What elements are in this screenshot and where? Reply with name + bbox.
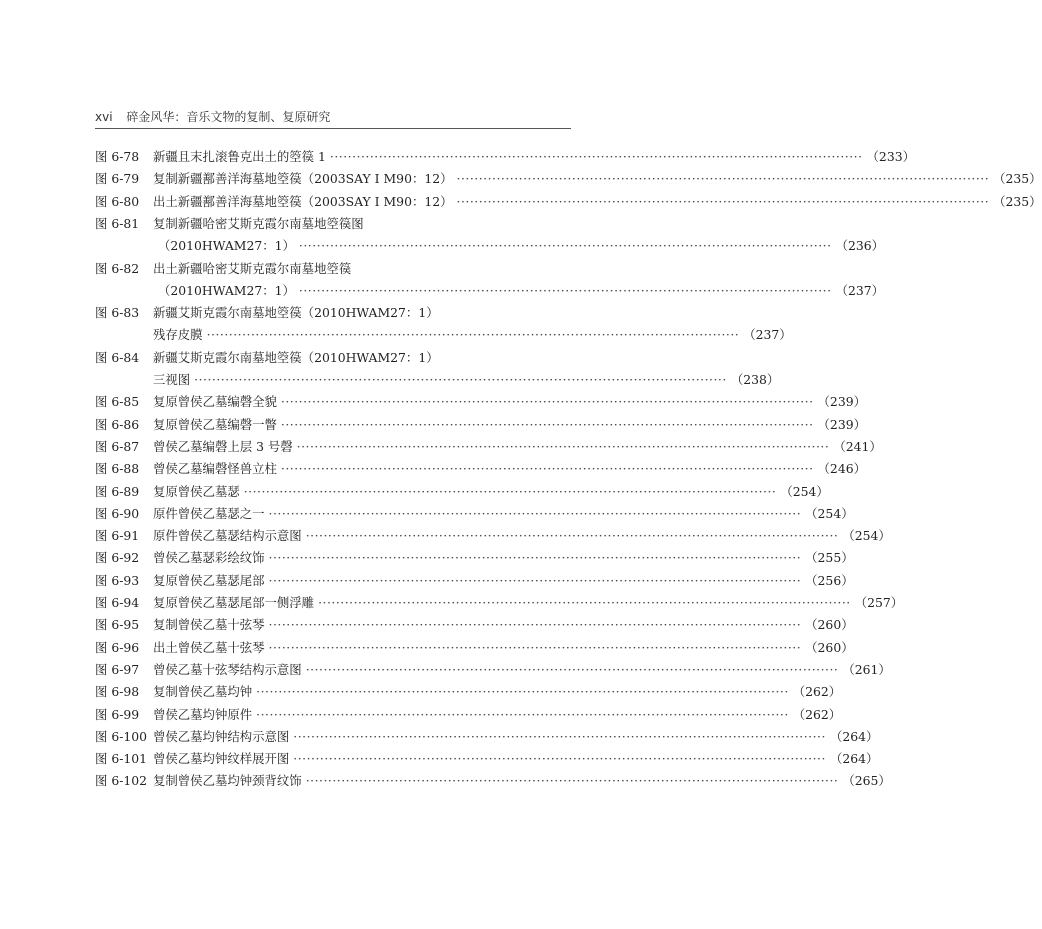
- toc-entry: [95, 682, 842, 702]
- figure-title: 复原曾侯乙墓瑟: [153, 483, 240, 499]
- toc-entry-continuation: [95, 281, 884, 301]
- leader-dots: ························································································································: [268, 617, 802, 633]
- page-ref: （256）: [805, 572, 854, 588]
- toc-entry: [95, 147, 915, 167]
- figure-number: 图 6-84: [95, 349, 140, 365]
- figure-number: 图 6-94: [95, 595, 140, 610]
- leader-dots: ························································································································: [280, 394, 814, 410]
- page-ref: （257）: [854, 595, 904, 610]
- leader-dots: ························································································································: [296, 438, 830, 454]
- figure-title: 曾侯乙墓均钟原件: [153, 706, 253, 722]
- toc-entry: [95, 638, 854, 658]
- toc-entry: [95, 392, 866, 412]
- leader-dots: ························································································································: [256, 684, 789, 700]
- page-ref: （239）: [817, 416, 866, 432]
- page-ref: （246）: [817, 461, 866, 477]
- figure-title: 复制曾侯乙墓十弦琴: [153, 617, 265, 633]
- page-ref: （254）: [805, 505, 854, 521]
- page-ref: （264）: [829, 728, 879, 744]
- page-ref: （237）: [743, 327, 792, 343]
- toc-entry: [95, 749, 879, 769]
- figure-number: 图 6-88: [95, 461, 140, 477]
- toc-entry-continuation: [95, 325, 792, 345]
- figure-title: 复原曾侯乙墓编磬一瞥: [153, 416, 277, 432]
- page-ref: （235）: [993, 193, 1042, 209]
- toc-entry: [95, 459, 866, 479]
- figure-number: 图 6-90: [95, 505, 140, 521]
- leader-dots: ························································································································: [256, 706, 789, 722]
- leader-dots: ························································································································: [280, 461, 814, 477]
- page-ref: （254）: [842, 528, 891, 544]
- leader-dots: ························································································································: [456, 171, 990, 187]
- toc-entry: [95, 705, 842, 725]
- figure-title: 曾侯乙墓编磬上层 3 号磬: [153, 438, 293, 454]
- figure-title: 复制曾侯乙墓均钟: [153, 684, 253, 700]
- figure-title: 曾侯乙墓十弦琴结构示意图: [153, 661, 302, 677]
- page-ref: （264）: [829, 751, 879, 767]
- toc-entry: [95, 437, 882, 457]
- leader-dots: ························································································································: [318, 595, 851, 610]
- figure-title: 复原曾侯乙墓瑟尾部一侧浮雕: [153, 595, 315, 610]
- toc-entry: [95, 169, 1042, 189]
- leader-dots: ························································································································: [298, 282, 832, 298]
- page-ref: （262）: [792, 706, 842, 722]
- figure-number: 图 6-80: [95, 193, 140, 209]
- figure-title: 复制新疆鄯善洋海墓地箜篌（2003SAY Ⅰ M90：12）: [153, 171, 453, 187]
- leader-dots: ························································································································: [194, 372, 727, 387]
- leader-dots: ························································································································: [305, 773, 839, 789]
- toc-entry-continuation: [95, 370, 780, 390]
- figure-number: 图 6-85: [95, 394, 140, 410]
- header-divider: [95, 128, 571, 129]
- leader-dots: ························································································································: [206, 327, 740, 343]
- page-ref: （233）: [866, 149, 915, 164]
- figure-number: 图 6-78: [95, 149, 140, 164]
- figure-number: 图 6-95: [95, 617, 140, 633]
- figure-title-continued: （2010HWAM27：1）: [158, 282, 295, 298]
- toc-entry: [95, 615, 854, 635]
- figure-title-continued: （2010HWAM27：1）: [158, 238, 295, 254]
- figure-title: 新疆且末扎滚鲁克出土的箜篌 1: [153, 149, 326, 164]
- page-ref: （260）: [805, 639, 854, 655]
- page-ref: （238）: [730, 372, 780, 387]
- figure-title: 出土新疆哈密艾斯克霞尔南墓地箜篌: [153, 260, 352, 276]
- figure-title: 曾侯乙墓编磬怪兽立柱: [153, 461, 277, 477]
- figure-title: 曾侯乙墓瑟彩绘纹饰: [153, 550, 265, 566]
- running-header: [95, 108, 570, 128]
- figure-title: 新疆艾斯克霞尔南墓地箜篌（2010HWAM27：1）: [153, 349, 439, 365]
- leader-dots: ························································································································: [293, 728, 826, 744]
- page-ref: （239）: [817, 394, 866, 410]
- toc-entry: [95, 192, 1042, 212]
- page-ref: （255）: [805, 550, 854, 566]
- leader-dots: ························································································································: [298, 238, 832, 254]
- book-title: 碎金风华：音乐文物的复制、复原研究: [126, 110, 331, 124]
- figure-number: 图 6-92: [95, 550, 140, 566]
- figure-number: 图 6-96: [95, 639, 140, 655]
- page-ref: （241）: [833, 438, 882, 454]
- figure-number: 图 6-87: [95, 438, 140, 454]
- toc-entry: [95, 348, 571, 368]
- figure-number: 图 6-89: [95, 483, 140, 499]
- toc-entry: [95, 303, 571, 323]
- toc-entry: [95, 504, 854, 524]
- figure-title-continued: 残存皮膜: [153, 327, 203, 343]
- toc-entry: [95, 259, 571, 279]
- figure-title: 出土新疆鄯善洋海墓地箜篌（2003SAY Ⅰ M90：12）: [153, 193, 453, 209]
- figure-title: 新疆艾斯克霞尔南墓地箜篌（2010HWAM27：1）: [153, 305, 439, 321]
- toc-entry: [95, 593, 904, 613]
- page-ref: （254）: [780, 483, 829, 499]
- figure-number: 图 6-79: [95, 171, 140, 187]
- toc-entry: [95, 771, 891, 791]
- toc-entry: [95, 526, 891, 546]
- figure-number: 图 6-98: [95, 684, 140, 700]
- toc-entry: [95, 415, 866, 435]
- figure-number: 图 6-91: [95, 528, 140, 544]
- leader-dots: ························································································································: [305, 528, 839, 544]
- page-ref: （260）: [805, 617, 854, 633]
- figure-number: 图 6-83: [95, 305, 140, 321]
- page-ref: （262）: [792, 684, 842, 700]
- leader-dots: ························································································································: [268, 505, 802, 521]
- figure-title: 原件曾侯乙墓瑟之一: [153, 505, 265, 521]
- leader-dots: ························································································································: [268, 572, 802, 588]
- figure-number: 图 6-86: [95, 416, 140, 432]
- figure-title: 复制曾侯乙墓均钟颈背纹饰: [153, 773, 302, 789]
- figure-number: 图 6-81: [95, 215, 140, 231]
- leader-dots: ························································································································: [305, 661, 839, 677]
- page-ref: （265）: [842, 773, 891, 789]
- figure-number: 图 6-93: [95, 572, 140, 588]
- leader-dots: ························································································································: [268, 639, 802, 655]
- toc-entry: [95, 214, 571, 234]
- toc-entry: [95, 548, 854, 568]
- toc-entry: [95, 660, 891, 680]
- figure-title: 曾侯乙墓均钟结构示意图: [153, 728, 290, 744]
- leader-dots: ························································································································: [280, 416, 814, 432]
- toc-entry: [95, 482, 829, 502]
- leader-dots: ························································································································: [243, 483, 777, 499]
- figure-number: 图 6-97: [95, 661, 140, 677]
- figure-title: 曾侯乙墓均钟纹样展开图: [153, 751, 290, 767]
- figure-title-continued: 三视图: [153, 372, 191, 387]
- figure-title: 复原曾侯乙墓编磬全貌: [153, 394, 277, 410]
- figure-title: 出土曾侯乙墓十弦琴: [153, 639, 265, 655]
- page-ref: （261）: [842, 661, 891, 677]
- figure-title: 复原曾侯乙墓瑟尾部: [153, 572, 265, 588]
- toc-entry: [95, 727, 879, 747]
- figure-number: 图 6-100: [95, 728, 148, 744]
- leader-dots: ························································································································: [329, 149, 863, 164]
- figure-number: 图 6-82: [95, 260, 140, 276]
- leader-dots: ························································································································: [268, 550, 802, 566]
- toc-entry: [95, 571, 854, 591]
- page-number: xvi: [95, 110, 113, 124]
- figure-number: 图 6-101: [95, 751, 148, 767]
- page-ref: （235）: [993, 171, 1042, 187]
- toc-entry-continuation: [95, 236, 884, 256]
- figure-number: 图 6-102: [95, 773, 148, 789]
- figure-number: 图 6-99: [95, 706, 140, 722]
- figure-title: 原件曾侯乙墓瑟结构示意图: [153, 528, 302, 544]
- leader-dots: ························································································································: [456, 193, 990, 209]
- figure-title: 复制新疆哈密艾斯克霞尔南墓地箜篌图: [153, 215, 364, 231]
- page-ref: （236）: [835, 238, 884, 254]
- leader-dots: ························································································································: [293, 751, 826, 767]
- page-ref: （237）: [835, 282, 884, 298]
